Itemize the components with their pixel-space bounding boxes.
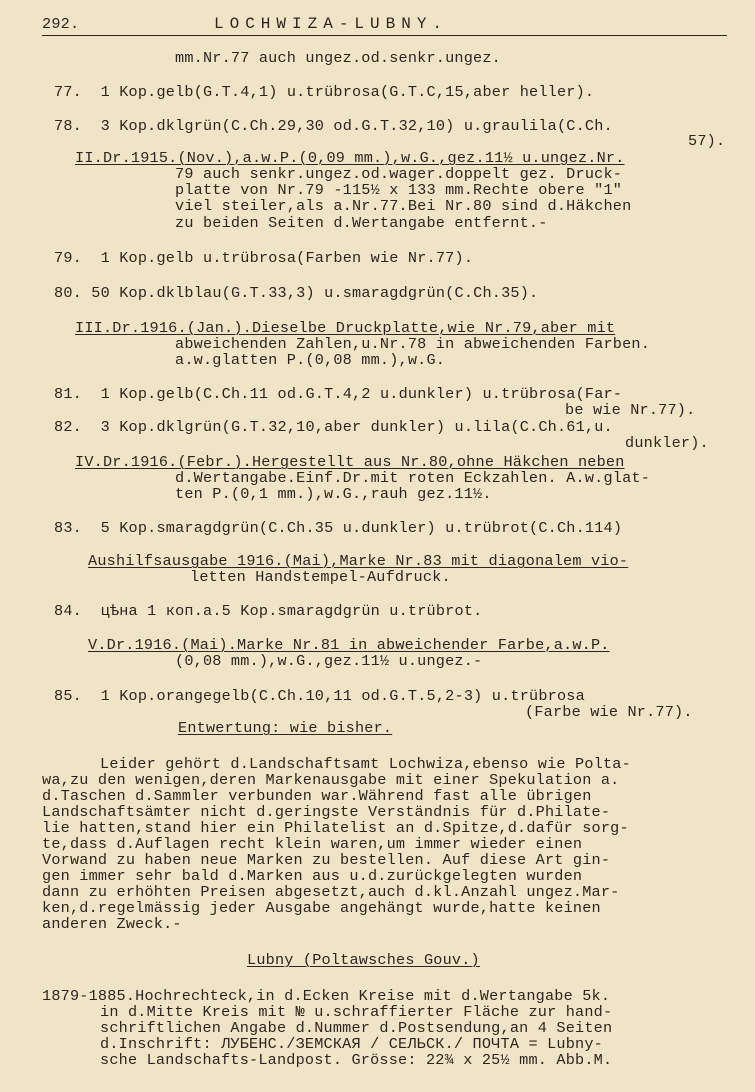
- section-heading-v: V.Dr.1916.(Mai).Marke Nr.81 in abweichender Farbe,a.w.P.: [88, 636, 610, 654]
- text-line-7: platte von Nr.79 -115½ x 133 mm.Rechte obere "1": [175, 181, 623, 199]
- paragraph-line-5: lie hatten,stand hier ein Philatelist an d.Spitze,d.dafür sorg-: [42, 819, 629, 837]
- text-line-20: d.Wertangabe.Einf.Dr.mit roten Eckzahlen. A.w.glat-: [175, 469, 651, 487]
- text-line-8: viel steiler,als a.Nr.77.Bei Nr.80 sind d.Häkchen: [175, 197, 632, 215]
- paragraph-line-11: anderen Zweck.-: [42, 915, 182, 933]
- text-line-1: mm.Nr.77 auch ungez.od.senkr.ungez.: [175, 49, 501, 67]
- text-line-28: 85. 1 Kop.orangegelb(C.Ch.10,11 od.G.T.5,2-3) u.trübrosa: [54, 687, 585, 705]
- text-line-24: letten Handstempel-Aufdruck.: [190, 568, 451, 586]
- lubny-line-2: in d.Mitte Kreis mit № u.schraffierter Fläche zur hand-: [100, 1003, 613, 1021]
- section-heading-iv: IV.Dr.1916.(Febr.).Hergestellt aus Nr.80,ohne Häkchen neben: [75, 453, 625, 471]
- text-line-4: 57).: [688, 132, 726, 150]
- paragraph-line-3: d.Taschen d.Sammler verbunden war.Während fast alle übrigen: [42, 787, 592, 805]
- paragraph-line-9: dann zu erhöhten Preisen abgesetzt,auch d.kl.Anzahl ungez.Mar-: [42, 883, 620, 901]
- paragraph-line-7: Vorwand zu haben neue Marken zu bestellen. Auf diese Art gin-: [42, 851, 611, 869]
- text-line-10: 79. 1 Kop.gelb u.trübrosa(Farben wie Nr.77).: [54, 249, 474, 267]
- text-line-22: 83. 5 Kop.smaragdgrün(C.Ch.35 u.dunkler) u.trübrot(C.Ch.114): [54, 519, 623, 537]
- page-number: 292.: [42, 15, 80, 33]
- text-line-18: dunkler).: [625, 434, 709, 452]
- lubny-line-4: d.Inschrift: ЛУБЕНС./ЗЕМСКАЯ / СЕЛЬСК./ ПОЧТА = Lubny-: [100, 1035, 603, 1053]
- text-line-13: abweichenden Zahlen,u.Nr.78 in abweichenden Farben.: [175, 335, 651, 353]
- text-line-14: a.w.glatten P.(0,08 mm.),w.G.: [175, 351, 446, 369]
- paragraph-line-10: ken,d.regelmässig jeder Ausgabe angehängt wurde,hatte keinen: [42, 899, 601, 917]
- paragraph-line-8: gen immer sehr bald d.Marken aus u.d.zurückgelegten wurden: [42, 867, 583, 885]
- text-line-2: 77. 1 Kop.gelb(G.T.4,1) u.trübrosa(G.T.C,15,aber heller).: [54, 83, 595, 101]
- text-line-25: 84. цѣна 1 коп.а.5 Kop.smaragdgrün u.trübrot.: [54, 602, 483, 620]
- section-heading-ii: II.Dr.1915.(Nov.),a.w.P.(0,09 mm.),w.G.,gez.11½ u.ungez.Nr.: [75, 149, 625, 167]
- section-heading-aushilfsausgabe: Aushilfsausgabe 1916.(Mai),Marke Nr.83 mit diagonalem vio-: [88, 552, 629, 570]
- paragraph-line-2: wa,zu den wenigen,deren Markenausgabe mit einer Spekulation a.: [42, 771, 620, 789]
- paragraph-line-4: Landschaftsämter nicht d.geringste Verständnis für d.Philate-: [42, 803, 611, 821]
- text-line-16: be wie Nr.77).: [565, 401, 696, 419]
- text-line-29: (Farbe wie Nr.77).: [525, 703, 693, 721]
- text-line-27: (0,08 mm.),w.G.,gez.11½ u.ungez.-: [175, 652, 483, 670]
- paragraph-line-6: te,dass d.Auflagen recht klein waren,um immer wieder einen: [42, 835, 583, 853]
- lubny-line-3: schriftlichen Angabe d.Nummer d.Postsendung,an 4 Seiten: [100, 1019, 613, 1037]
- lubny-line-5: sche Landschafts-Landpost. Grösse: 22¾ x 25½ mm. Abb.M.: [100, 1051, 613, 1069]
- running-title: LOCHWIZA-LUBNY.: [214, 15, 449, 33]
- lubny-heading: Lubny (Poltawsches Gouv.): [247, 951, 480, 969]
- text-line-6: 79 auch senkr.ungez.od.wager.doppelt gez. Druck-: [175, 165, 623, 183]
- header-rule: [42, 35, 727, 36]
- paragraph-line-1: Leider gehört d.Landschaftsamt Lochwiza,ebenso wie Polta-: [100, 755, 631, 773]
- text-line-30: Entwertung: wie bisher.: [178, 719, 393, 737]
- lubny-line-1: 1879-1885.Hochrechteck,in d.Ecken Kreise mit d.Wertangabe 5k.: [42, 987, 611, 1005]
- text-line-3: 78. 3 Kop.dklgrün(C.Ch.29,30 od.G.T.32,10) u.graulila(C.Ch.: [54, 117, 613, 135]
- text-line-21: ten P.(0,1 mm.),w.G.,rauh gez.11½.: [175, 485, 492, 503]
- text-line-9: zu beiden Seiten d.Wertangabe entfernt.-: [175, 214, 548, 232]
- text-line-17: 82. 3 Kop.dklgrün(G.T.32,10,aber dunkler) u.lila(C.Ch.61,u.: [54, 418, 613, 436]
- section-heading-iii: III.Dr.1916.(Jan.).Dieselbe Druckplatte,wie Nr.79,aber mit: [75, 319, 616, 337]
- text-line-15: 81. 1 Kop.gelb(C.Ch.11 od.G.T.4,2 u.dunkler) u.trübrosa(Far-: [54, 385, 623, 403]
- text-line-11: 80. 50 Kop.dklblau(G.T.33,3) u.smaragdgrün(C.Ch.35).: [54, 284, 539, 302]
